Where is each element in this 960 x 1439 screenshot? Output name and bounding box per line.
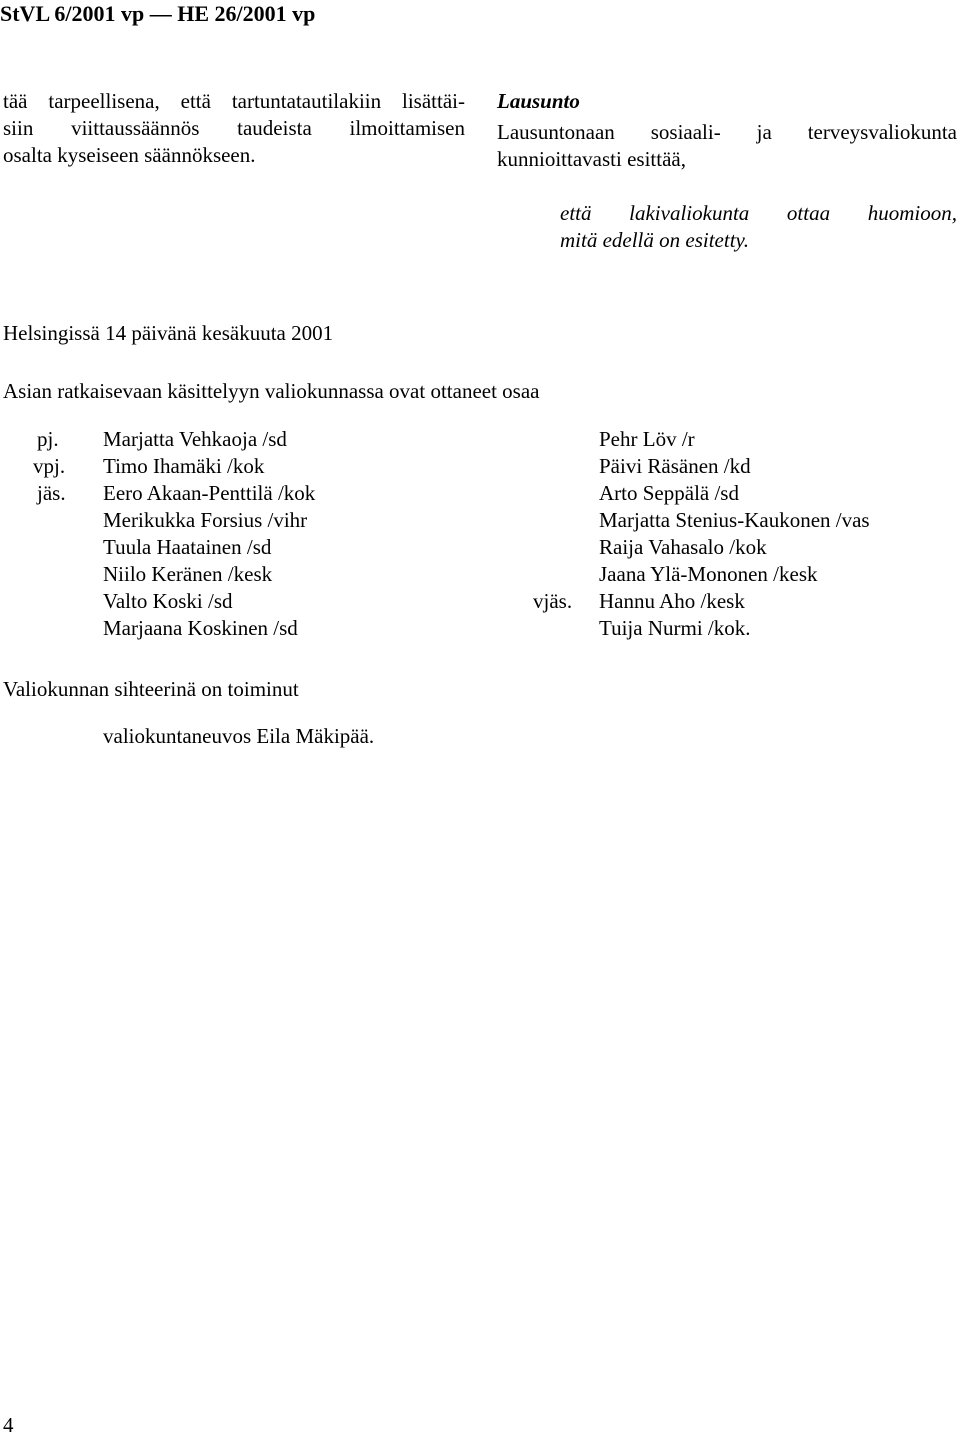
statement-proposal-line: että lakivaliokunta ottaa huomioon, <box>560 201 957 225</box>
member-name: Päivi Räsänen /kd <box>599 454 751 478</box>
member-name: Valto Koski /sd <box>103 589 233 613</box>
member-name: Marjaana Koskinen /sd <box>103 616 298 640</box>
member-name: Pehr Löv /r <box>599 427 695 451</box>
member-role: vjäs. <box>533 589 573 613</box>
member-name: Eero Akaan-Penttilä /kok <box>103 481 316 505</box>
member-name: Niilo Keränen /kesk <box>103 562 273 586</box>
member-name: Tuula Haatainen /sd <box>103 535 272 559</box>
member-name: Marjatta Stenius-Kaukonen /vas <box>599 508 870 532</box>
secretary-intro: Valiokunnan sihteerinä on toiminut <box>3 677 299 701</box>
member-role: jäs. <box>37 481 66 505</box>
left-paragraph-line: osalta kyseiseen säännökseen. <box>3 143 256 167</box>
member-name: Timo Ihamäki /kok <box>103 454 265 478</box>
member-name: Tuija Nurmi /kok. <box>599 616 751 640</box>
member-name: Jaana Ylä-Mononen /kesk <box>599 562 818 586</box>
running-header: StVL 6/2001 vp — HE 26/2001 vp <box>0 1 316 26</box>
statement-intro-line: kunnioittavasti esittää, <box>497 147 686 171</box>
secretary-name: valiokuntaneuvos Eila Mäkipää. <box>103 724 375 748</box>
member-name: Merikukka Forsius /vihr <box>103 508 308 532</box>
member-name: Raija Vahasalo /kok <box>599 535 767 559</box>
member-role: vpj. <box>33 454 66 478</box>
page-number: 4 <box>3 1413 14 1437</box>
place-date: Helsingissä 14 päivänä kesäkuuta 2001 <box>3 321 334 345</box>
member-name: Marjatta Vehkaoja /sd <box>103 427 287 451</box>
member-name: Arto Seppälä /sd <box>599 481 739 505</box>
member-name: Hannu Aho /kesk <box>599 589 745 613</box>
statement-proposal-line: mitä edellä on esitetty. <box>560 228 749 252</box>
section-heading: Lausunto <box>497 89 580 113</box>
member-role: pj. <box>37 427 59 451</box>
left-paragraph-line: tää tarpeellisena, että tartuntatautilakiin lisättäi- <box>3 89 465 113</box>
participants-intro: Asian ratkaisevaan käsittelyyn valiokunnassa ovat ottaneet osaa <box>3 379 540 403</box>
left-paragraph-line: siin viittaussäännös taudeista ilmoittamisen <box>3 116 465 140</box>
statement-intro-line: Lausuntonaan sosiaali- ja terveysvaliokunta <box>497 120 957 144</box>
